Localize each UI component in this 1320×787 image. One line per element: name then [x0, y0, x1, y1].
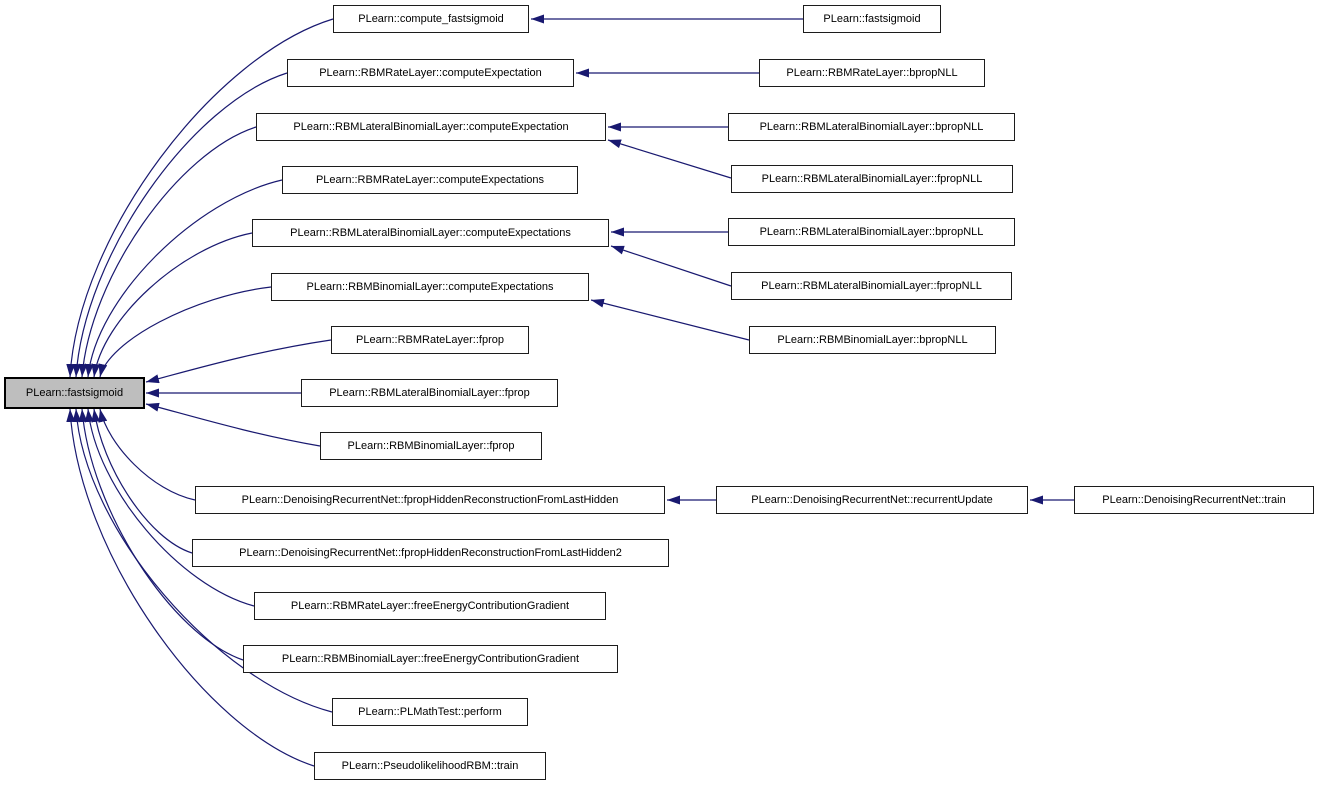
edge-rbmlateralbinomiallayer-computeexpectations-to-center: [94, 233, 252, 377]
node-rbmratelayer-fprop[interactable]: PLearn::RBMRateLayer::fprop: [331, 326, 529, 354]
node-rbmratelayer-computeexpectation[interactable]: PLearn::RBMRateLayer::computeExpectation: [287, 59, 574, 87]
edge-rbmratelayer-computeexpectations-to-center: [88, 180, 282, 377]
node-pseudolikelihoodrbm-train[interactable]: PLearn::PseudolikelihoodRBM::train: [314, 752, 546, 780]
node-denoisingrecurrentnet-fprophiddenreconstructionfromlasthidden2[interactable]: PLearn::DenoisingRecurrentNet::fpropHiddenReconstructionFromLastHidden2: [192, 539, 669, 567]
node-rbmbinomiallayer-bpropnll[interactable]: PLearn::RBMBinomialLayer::bpropNLL: [749, 326, 996, 354]
node-fastsigmoid-caller[interactable]: PLearn::fastsigmoid: [803, 5, 941, 33]
node-rbmbinomiallayer-freeenergycontributiongradient[interactable]: PLearn::RBMBinomialLayer::freeEnergyContributionGradient: [243, 645, 618, 673]
node-rbmbinomiallayer-computeexpectations[interactable]: PLearn::RBMBinomialLayer::computeExpectations: [271, 273, 589, 301]
edge-rbmlateralbinomiallayer-fpropnll-to-computeexpectation: [608, 140, 731, 178]
node-rbmratelayer-bpropnll[interactable]: PLearn::RBMRateLayer::bpropNLL: [759, 59, 985, 87]
edge-pseudolikelihoodrbm-train-to-center: [70, 409, 314, 766]
edge-rbmratelayer-fprop-to-center: [146, 340, 331, 382]
edge-rbmlateralbinomiallayer-fpropnll-to-computeexpectations: [611, 246, 731, 286]
node-plmathtest-perform[interactable]: PLearn::PLMathTest::perform: [332, 698, 528, 726]
node-denoisingrecurrentnet-train[interactable]: PLearn::DenoisingRecurrentNet::train: [1074, 486, 1314, 514]
node-rbmlateralbinomiallayer-fprop[interactable]: PLearn::RBMLateralBinomialLayer::fprop: [301, 379, 558, 407]
node-denoisingrecurrentnet-fprophiddenreconstructionfromlasthidden[interactable]: PLearn::DenoisingRecurrentNet::fpropHiddenReconstructionFromLastHidden: [195, 486, 665, 514]
node-rbmratelayer-freeenergycontributiongradient[interactable]: PLearn::RBMRateLayer::freeEnergyContributionGradient: [254, 592, 606, 620]
node-rbmbinomiallayer-fprop[interactable]: PLearn::RBMBinomialLayer::fprop: [320, 432, 542, 460]
edge-fprophiddenreconstructionfromlasthidden-to-center: [100, 409, 195, 500]
node-rbmratelayer-computeexpectations[interactable]: PLearn::RBMRateLayer::computeExpectations: [282, 166, 578, 194]
node-fastsigmoid-center: PLearn::fastsigmoid: [4, 377, 145, 409]
edge-rbmbinomiallayer-freeenergycontributiongradient-to-center: [82, 409, 243, 660]
node-rbmlateralbinomiallayer-bpropnll-2[interactable]: PLearn::RBMLateralBinomialLayer::bpropNLL: [728, 218, 1015, 246]
node-compute-fastsigmoid[interactable]: PLearn::compute_fastsigmoid: [333, 5, 529, 33]
node-rbmlateralbinomiallayer-computeexpectation[interactable]: PLearn::RBMLateralBinomialLayer::computeExpectation: [256, 113, 606, 141]
edge-rbmbinomiallayer-fprop-to-center: [146, 404, 320, 446]
node-rbmlateralbinomiallayer-fpropnll-1[interactable]: PLearn::RBMLateralBinomialLayer::fpropNLL: [731, 165, 1013, 193]
node-rbmlateralbinomiallayer-computeexpectations[interactable]: PLearn::RBMLateralBinomialLayer::computeExpectations: [252, 219, 609, 247]
edge-rbmbinomiallayer-bpropnll-to-computeexpectations: [591, 300, 749, 340]
edge-rbmbinomiallayer-computeexpectations-to-center: [100, 287, 271, 377]
node-rbmlateralbinomiallayer-bpropnll-1[interactable]: PLearn::RBMLateralBinomialLayer::bpropNLL: [728, 113, 1015, 141]
node-rbmlateralbinomiallayer-fpropnll-2[interactable]: PLearn::RBMLateralBinomialLayer::fpropNLL: [731, 272, 1012, 300]
node-denoisingrecurrentnet-recurrentupdate[interactable]: PLearn::DenoisingRecurrentNet::recurrentUpdate: [716, 486, 1028, 514]
